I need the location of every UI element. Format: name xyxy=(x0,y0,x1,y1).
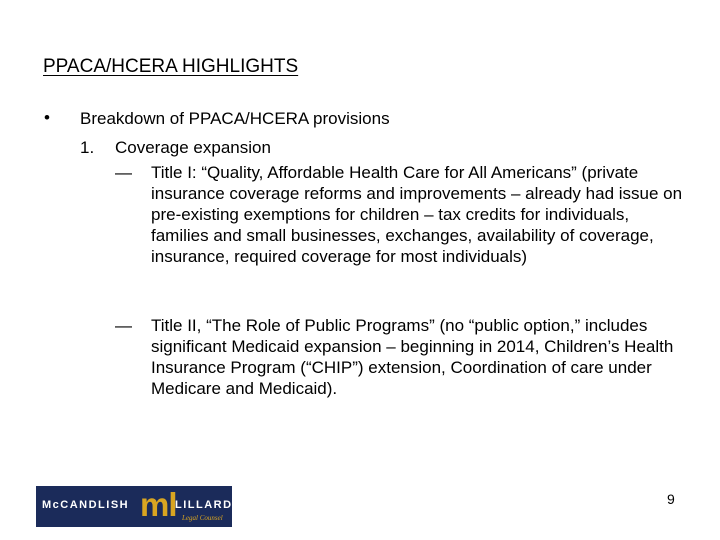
sub-item-title-two: Title II, “The Role of Public Programs” (no “public option,” includes significant Medicaid expansion – beginning in 2014, Children’s Health Insurance Program (“CHIP”) extension, Coordination of care under Medicare and Medicaid). xyxy=(151,316,674,398)
dash-marker: — xyxy=(115,163,132,182)
logo-tagline: Legal Counsel xyxy=(182,514,223,522)
slide-title: PPACA/HCERA HIGHLIGHTS xyxy=(43,56,299,77)
bullet-marker: • xyxy=(44,108,50,127)
logo-left-name: McCANDLISH xyxy=(42,499,130,511)
numbered-item-text: Coverage expansion xyxy=(115,138,271,157)
bullet-text: Breakdown of PPACA/HCERA provisions xyxy=(80,109,390,128)
logo-mark: ml xyxy=(140,486,177,523)
firm-logo xyxy=(36,486,232,527)
numbered-item-number: 1. xyxy=(80,138,95,157)
logo-right-name: LILLARD xyxy=(175,499,233,511)
dash-marker: — xyxy=(115,316,132,335)
sub-item-title-one: Title I: “Quality, Affordable Health Care for All Americans” (private insurance coverage reforms and improvements – already had issue on pre-existing exemptions for children – tax credits for individuals, families and small businesses, exchanges, availability of coverage, insurance, required coverage for most individuals) xyxy=(151,163,683,266)
page-number: 9 xyxy=(667,491,675,507)
